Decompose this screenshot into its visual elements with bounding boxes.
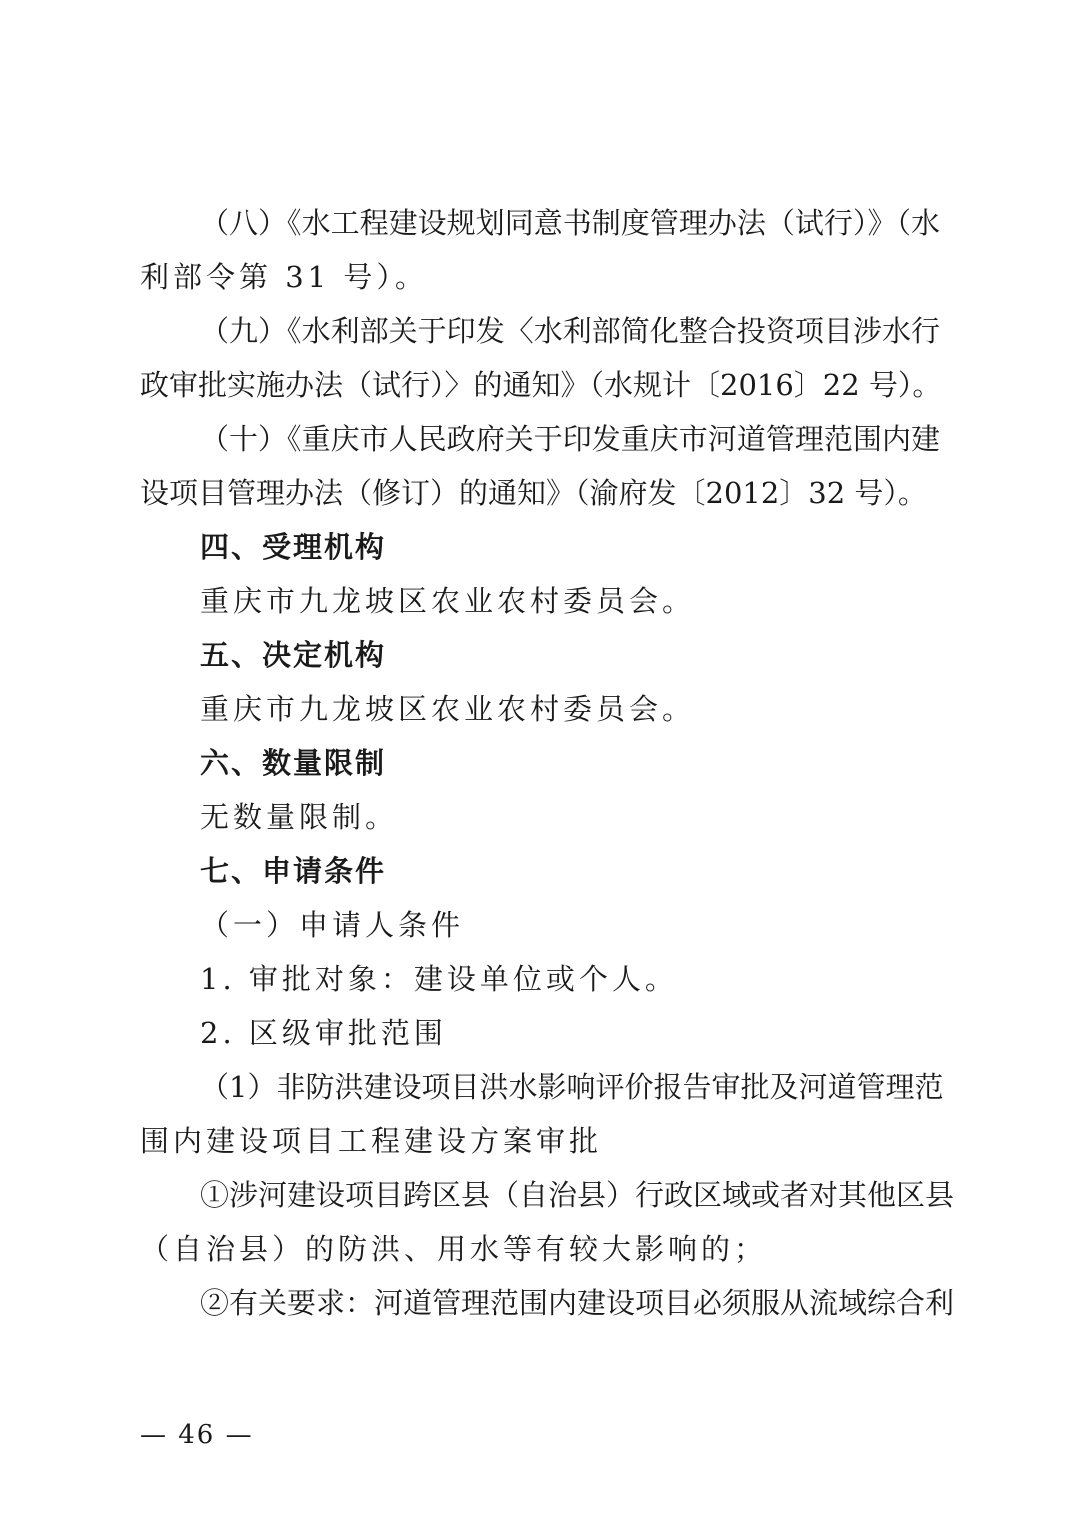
section-heading: 四、受理机构 xyxy=(200,530,387,564)
text-line: 设项目管理办法（修订）的通知》（渝府发〔2012〕32 号）。 xyxy=(140,476,927,510)
text-line: 政审批实施办法（试行）〉的通知》（水规计〔2016〕22 号）。 xyxy=(140,368,942,402)
text-line: 重庆市九龙坡区农业农村委员会。 xyxy=(200,584,696,618)
text-line: 1. 审批对象：建设单位或个人。 xyxy=(200,962,678,996)
page-number: — 46 — xyxy=(140,1420,254,1450)
section-heading: 六、数量限制 xyxy=(200,746,387,780)
text-line: 重庆市九龙坡区农业农村委员会。 xyxy=(200,692,696,726)
section-heading: 五、决定机构 xyxy=(200,638,387,672)
text-line: 围内建设项目工程建设方案审批 xyxy=(140,1124,603,1158)
text-line: （八）《水工程建设规划同意书制度管理办法（试行）》（水 xyxy=(200,206,940,240)
text-line: （十）《重庆市人民政府关于印发重庆市河道管理范围内建 xyxy=(200,422,940,456)
text-line: （一）申请人条件 xyxy=(200,908,465,942)
text-line: （九）《水利部关于印发〈水利部简化整合投资项目涉水行 xyxy=(200,314,940,348)
text-line: 2. 区级审批范围 xyxy=(200,1016,447,1050)
text-line: 无数量限制。 xyxy=(200,800,399,834)
text-line: ①涉河建设项目跨区县（自治县）行政区域或者对其他区县 xyxy=(200,1178,955,1212)
text-line: （自治县）的防洪、用水等有较大影响的； xyxy=(140,1232,768,1266)
section-heading: 七、申请条件 xyxy=(200,854,387,888)
text-line: ②有关要求：河道管理范围内建设项目必须服从流域综合利 xyxy=(200,1286,955,1320)
text-line: （1）非防洪建设项目洪水影响评价报告审批及河道管理范 xyxy=(200,1070,944,1104)
text-line: 利部令第 31 号）。 xyxy=(140,260,428,294)
